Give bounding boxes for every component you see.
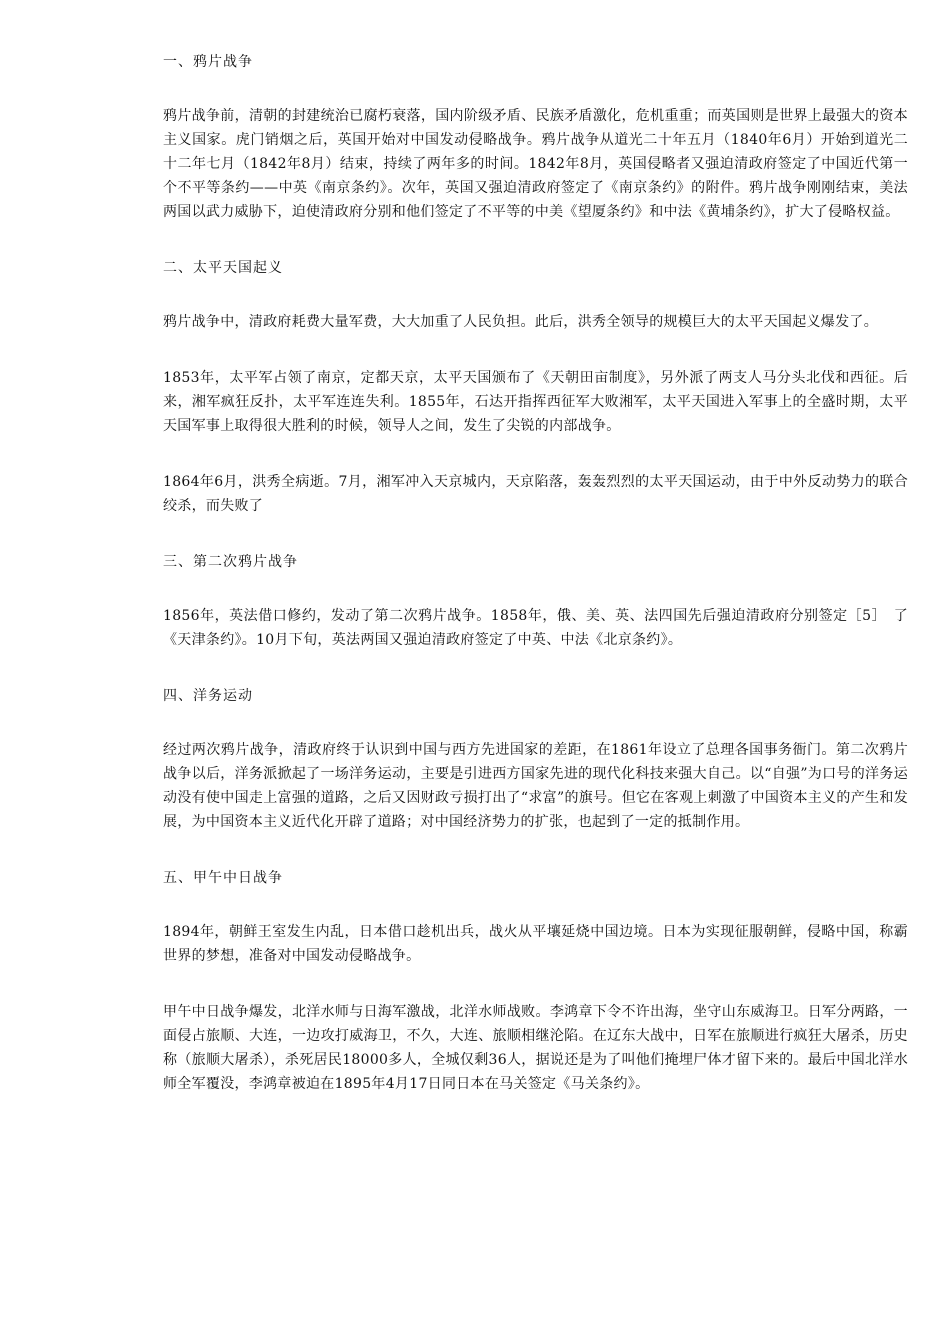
section-heading-second-opium-war: 三、第二次鸦片战争 bbox=[163, 554, 298, 570]
paragraph-taiping-2: 1853年，太平军占领了南京，定都天京，太平天国颁布了《天朝田亩制度》，另外派了两支人马分头北伐和西征。后来，湘军疯狂反扑，太平军连连失利。1855年，石达开指挥西征军大败湘军，太平天国进入军事上的全盛时期，太平天国军事上取得很大胜利的时候，领导人之间，发生了尖锐的内部战争。 bbox=[163, 370, 908, 434]
paragraph-taiping-3: 1864年6月，洪秀全病逝。7月，湘军冲入天京城内，天京陷落，轰轰烈烈的太平天国运动，由于中外反动势力的联合绞杀，而失败了 bbox=[163, 474, 908, 514]
section-heading-taiping: 二、太平天国起义 bbox=[163, 260, 283, 276]
paragraph-westernization: 经过两次鸦片战争，清政府终于认识到中国与西方先进国家的差距，在1861年设立了总理各国事务衙门。第二次鸦片战争以后，洋务派掀起了一场洋务运动，主要是引进西方国家先进的现代化科技来强大自己。以“自强”为口号的洋务运动没有使中国走上富强的道路，之后又因财政亏损打出了“求富”的旗号。但它在客观上刺激了中国资本主义的产生和发展，为中国资本主义近代化开辟了道路；对中国经济势力的扩张，也起到了一定的抵制作用。 bbox=[163, 742, 908, 830]
paragraph-second-opium-war: 1856年，英法借口修约，发动了第二次鸦片战争。1858年，俄、美、英、法四国先后强迫清政府分别签定［5］ 了《天津条约》。10月下旬，英法两国又强迫清政府签定了中英、中法《北京条约》。 bbox=[163, 608, 908, 648]
section-heading-westernization: 四、洋务运动 bbox=[163, 688, 253, 704]
section-heading-opium-war: 一、鸦片战争 bbox=[163, 54, 253, 70]
section-heading-sino-japanese-war: 五、甲午中日战争 bbox=[163, 870, 283, 886]
paragraph-taiping-1: 鸦片战争中，清政府耗费大量军费，大大加重了人民负担。此后，洪秀全领导的规模巨大的太平天国起义爆发了。 bbox=[163, 314, 878, 330]
paragraph-sino-japanese-war-1: 1894年，朝鲜王室发生内乱，日本借口趁机出兵，战火从平壤延烧中国边境。日本为实现征服朝鲜，侵略中国，称霸世界的梦想，准备对中国发动侵略战争。 bbox=[163, 924, 908, 964]
paragraph-opium-war: 鸦片战争前，清朝的封建统治已腐朽衰落，国内阶级矛盾、民族矛盾激化，危机重重；而英国则是世界上最强大的资本主义国家。虎门销烟之后，英国开始对中国发动侵略战争。鸦片战争从道光二十年五月（1840年6月）开始到道光二十二年七月（1842年8月）结束，持续了两年多的时间。1842年8月，英国侵略者又强迫清政府签定了中国近代第一个不平等条约——中英《南京条约》。次年，英国又强迫清政府签定了《南京条约》的附件。鸦片战争刚刚结束，美法两国以武力威胁下，迫使清政府分别和他们签定了不平等的中美《望厦条约》和中法《黄埔条约》，扩大了侵略权益。 bbox=[163, 108, 908, 220]
paragraph-sino-japanese-war-2: 甲午中日战争爆发，北洋水师与日海军激战，北洋水师战败。李鸿章下令不许出海，坐守山东威海卫。日军分两路，一面侵占旅顺、大连，一边攻打威海卫，不久，大连、旅顺相继沦陷。在辽东大战中，日军在旅顺进行疯狂大屠杀，历史称（旅顺大屠杀），杀死居民18000多人，全城仅剩36人，据说还是为了叫他们掩埋尸体才留下来的。最后中国北洋水师全军覆没，李鸿章被迫在1895年4月17日同日本在马关签定《马关条约》。 bbox=[163, 1004, 908, 1092]
document-page bbox=[163, 50, 908, 1096]
